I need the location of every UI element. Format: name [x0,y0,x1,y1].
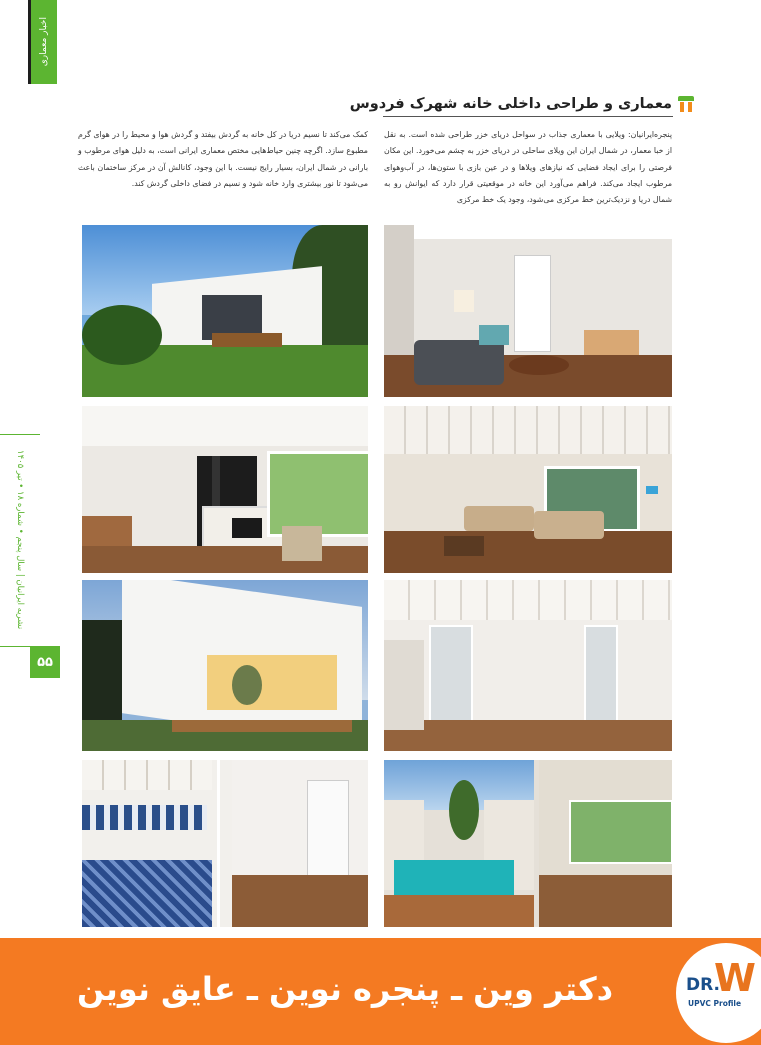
article-header [349,93,678,115]
section-label: اخبار معماری [39,17,49,67]
logo-subtitle: UPVC Profile [688,999,742,1008]
page-number: ۵۵ [30,646,60,678]
photo-exterior-dusk [82,580,368,751]
side-divider-top [0,434,40,435]
article-column-right: پنجره‌ایرانیان: ویلایی با معماری جذاب در سواحل دریای خزر طراحی شده است. به نقل از خبا معمار، در شمال ایران این ویلای ساحلی در دریای خزر به چشم می‌خورد. این مکان فرصتی را برای ایجاد فضایی که نیازهای ویلاها و در عین بازی با ستون‌ها، در آب‌وهوای مرطوب ایجاد می‌کند. فراهم می‌آورد این خانه در موقعیتی قرار دارد که ایوانش رو به شمال دریا و نزدیک‌ترین خط مرکزی می‌شود، وجود یک خط مرکزی [384,130,672,205]
article-title: معماری و طراحی داخلی خانه شهرک فردوس [349,96,672,112]
photo-exterior-garden [82,225,368,397]
photo-corridor [384,580,672,751]
article-column-left: کمک می‌کند تا نسیم دریا در کل خانه به گردش بیفتد و گردش هوا و محیط را در هوای گرم مطبوع سازد. اگرچه چنین حیاط‌هایی مختص معماری ایرانی است، به دلیل هوای مرطوب و بارانی در شمال ایران، بسیار رایج نیست. با این وجود، کانالش آن در مرکز ساختمان باعث می‌شود تا نور بیشتری وارد خانه شود و نسیم در فضای داخلی گردش کند. [78,130,368,188]
issue-info [0,440,40,640]
photo-living-room [384,225,672,397]
logo-w-letter: W [714,956,756,1000]
logo-dr-text: DR. [686,975,720,995]
photo-fireplace-room [82,406,368,573]
title-underline [383,116,673,117]
photo-kitchen-tiles [82,760,368,927]
photo-courtyard-pool [384,760,672,927]
photo-lounge-beams [384,406,672,573]
footer-slogan: دکتر وین ـ پنجره نوین ـ عایق نوین [77,970,614,1008]
issue-line: نشریه ایرانیان | سال پنجم • شماره ۱۸ • تیر ۱۴۰۵ [15,450,25,630]
section-tab [28,0,57,84]
